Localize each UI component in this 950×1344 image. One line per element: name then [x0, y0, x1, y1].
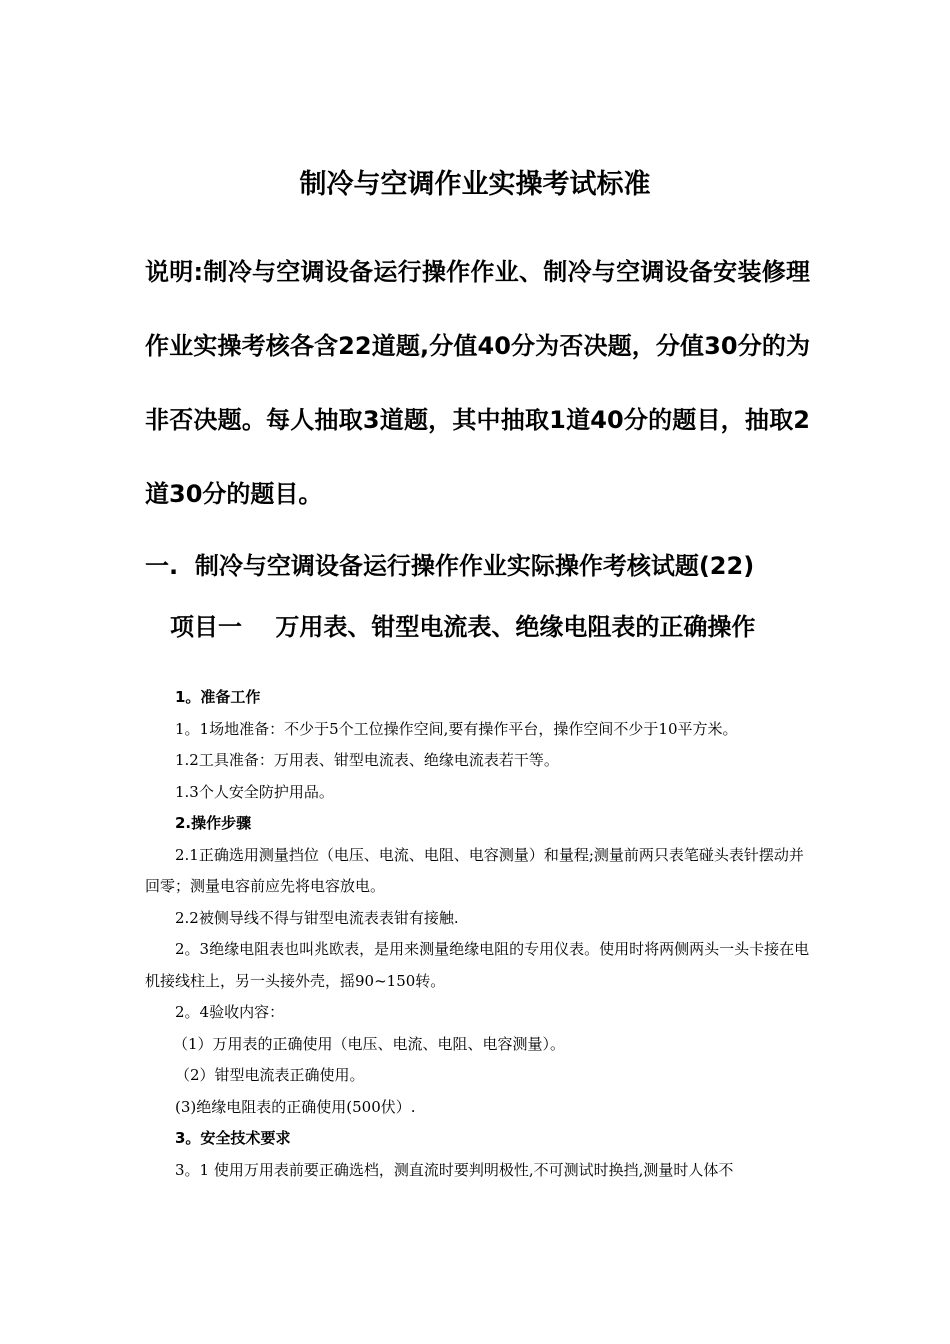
- project-heading: 项目一 万用表、钳型电流表、绝缘电阻表的正确操作: [170, 613, 756, 641]
- subheading-safety: 3。安全技术要求: [175, 1129, 291, 1147]
- subheading-preparation: 1。准备工作: [175, 688, 261, 706]
- subheading-steps: 2.操作步骤: [175, 814, 252, 832]
- paragraph-site-prep: 1。1场地准备：不少于5个工位操作空间,要有操作平台，操作空间不少于10平方米。: [175, 719, 738, 738]
- paragraph-tool-prep: 1.2工具准备：万用表、钳型电流表、绝缘电流表若干等。: [175, 751, 559, 769]
- section-heading: 一. 制冷与空调设备运行操作作业实际操作考核试题(22): [145, 552, 755, 580]
- paragraph-safety-3-1: 3。1 使用万用表前要正确选档，测直流时要判明极性,不可测试时换挡,测量时人体不: [175, 1160, 734, 1179]
- list-item-3: (3)绝缘电阻表的正确使用(500伏）.: [175, 1097, 416, 1116]
- paragraph-step-2-1-text: 2.1正确选用测量挡位（电压、电流、电阻、电容测量）和量程;测量前两只表笔碰头表针摆动并回零；测量电容前应先将电容放电。: [145, 845, 804, 895]
- paragraph-step-2-3-text: 2。3绝缘电阻表也叫兆欧表，是用来测量绝缘电阻的专用仪表。使用时将两侧两头一头卡接在电机接线柱上，另一头接外壳，摇90~150转。: [145, 940, 810, 990]
- list-item-1: （1）万用表的正确使用（电压、电流、电阻、电容测量）。: [173, 1034, 566, 1053]
- list-item-2: （2）钳型电流表正确使用。: [175, 1066, 365, 1084]
- paragraph-step-2-3: [145, 934, 810, 997]
- paragraph-step-2-2: 2.2被侧导线不得与钳型电流表表钳有接触.: [175, 908, 459, 927]
- paragraph-safety-gear: 1.3个人安全防护用品。: [175, 782, 334, 801]
- paragraph-step-2-1: [145, 840, 810, 903]
- paragraph-step-2-4: 2。4验收内容：: [175, 1003, 285, 1021]
- intro-paragraph: 说明:制冷与空调设备运行操作作业、制冷与空调设备安装修理作业实操考核各含22道题,分值40分为否决题，分值30分的为非否决题。每人抽取3道题，其中抽取1道40分的题目，抽取2道30分的题目。: [145, 258, 810, 508]
- body-text: [145, 682, 810, 1186]
- document-title: 制冷与空调作业实操考试标准: [299, 169, 651, 200]
